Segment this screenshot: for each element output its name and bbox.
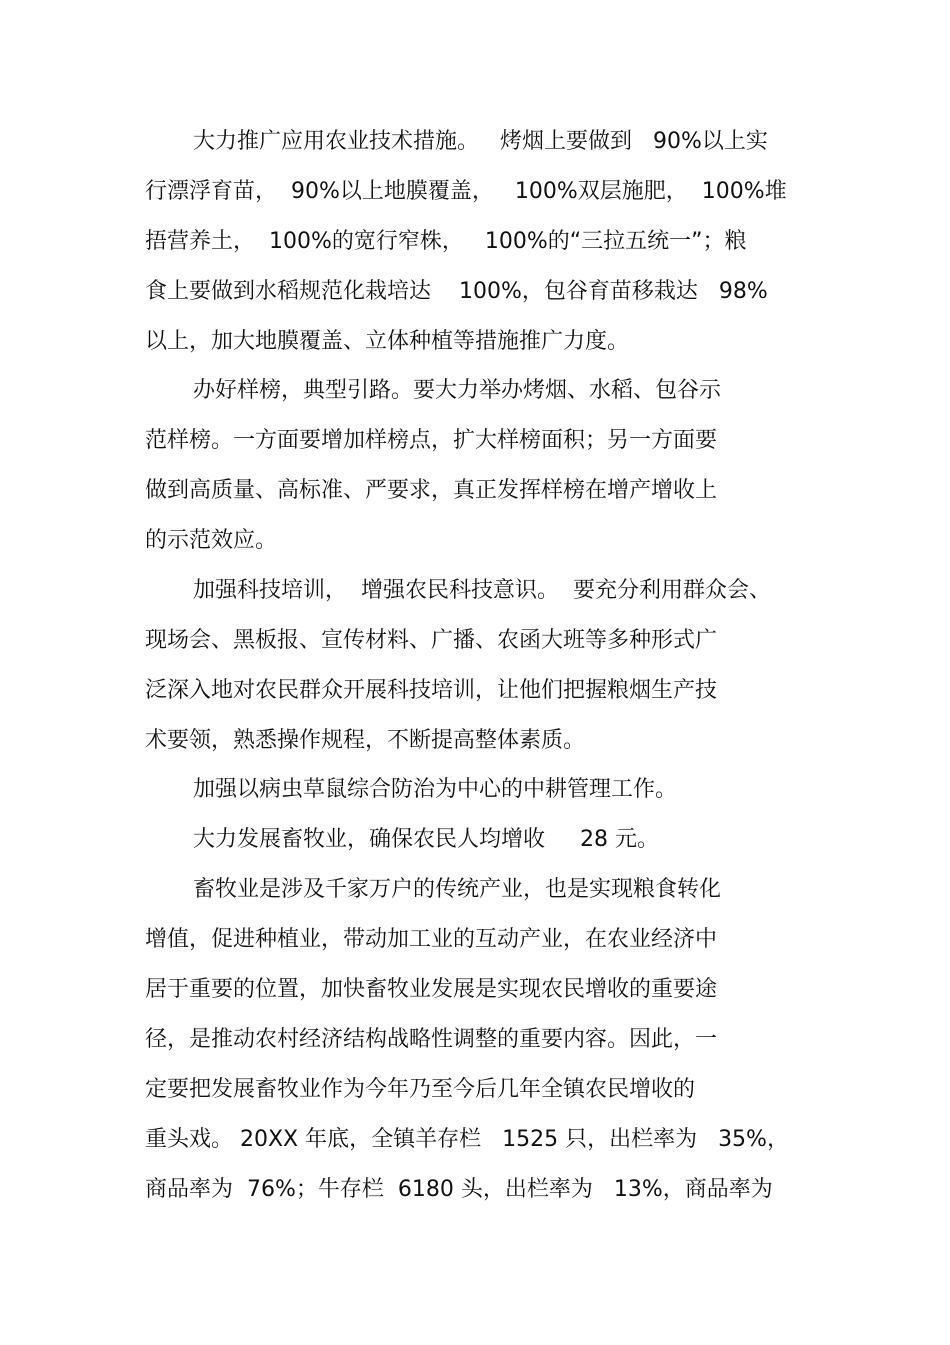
text-line: 范样榜。一方面要增加样榜点，扩大样榜面积；另一方面要 [145, 428, 718, 453]
text-line: 以上，加大地膜覆盖、立体种植等措施推广力度。 [145, 329, 630, 354]
text-line: 泛深入地对农民群众开展科技培训，让他们把握粮烟生产技 [145, 678, 718, 703]
text-line: 现场会、黑板报、宣传材料、广播、农函大班等多种形式广 [145, 628, 718, 653]
text-line: 食上要做到水稻规范化栽培达 100%，包谷育苗移栽达 98% [145, 279, 768, 304]
text-line: 大力发展畜牧业，确保农民人均增收 28 元。 [193, 827, 659, 852]
text-line: 加强以病虫草鼠综合防治为中心的中耕管理工作。 [193, 777, 678, 802]
text-line: 大力推广应用农业技术措施。 烤烟上要做到 90%以上实 [193, 129, 768, 154]
text-line: 定要把发展畜牧业作为今年乃至今后几年全镇农民增收的 [145, 1077, 696, 1102]
text-line: 居于重要的位置，加快畜牧业发展是实现农民增收的重要途 [145, 977, 718, 1002]
text-line: 行漂浮育苗， 90%以上地膜覆盖， 100%双层施肥， 100%堆 [145, 179, 787, 204]
text-line: 径，是推动农村经济结构战略性调整的重要内容。因此，一 [145, 1027, 718, 1052]
text-line: 捂营养土， 100%的宽行窄株， 100%的“三拉五统一”；粮 [145, 229, 747, 254]
text-line: 增值，促进种植业，带动加工业的互动产业，在农业经济中 [145, 927, 718, 952]
text-line: 的示范效应。 [145, 528, 278, 553]
text-line: 重头戏。 20XX 年底，全镇羊存栏 1525 只，出栏率为 35%， [145, 1127, 789, 1152]
text-line: 畜牧业是涉及千家万户的传统产业，也是实现粮食转化 [193, 877, 722, 902]
text-line: 做到高质量、高标准、严要求，真正发挥样榜在增产增收上 [145, 478, 718, 503]
text-line: 术要领，熟悉操作规程，不断提高整体素质。 [145, 728, 586, 753]
text-line: 加强科技培训， 增强农民科技意识。 要充分利用群众会、 [193, 578, 771, 603]
text-line: 办好样榜，典型引路。要大力举办烤烟、水稻、包谷示 [193, 378, 722, 403]
text-line: 商品率为 76%；牛存栏 6180 头，出栏率为 13%，商品率为 [145, 1177, 773, 1202]
